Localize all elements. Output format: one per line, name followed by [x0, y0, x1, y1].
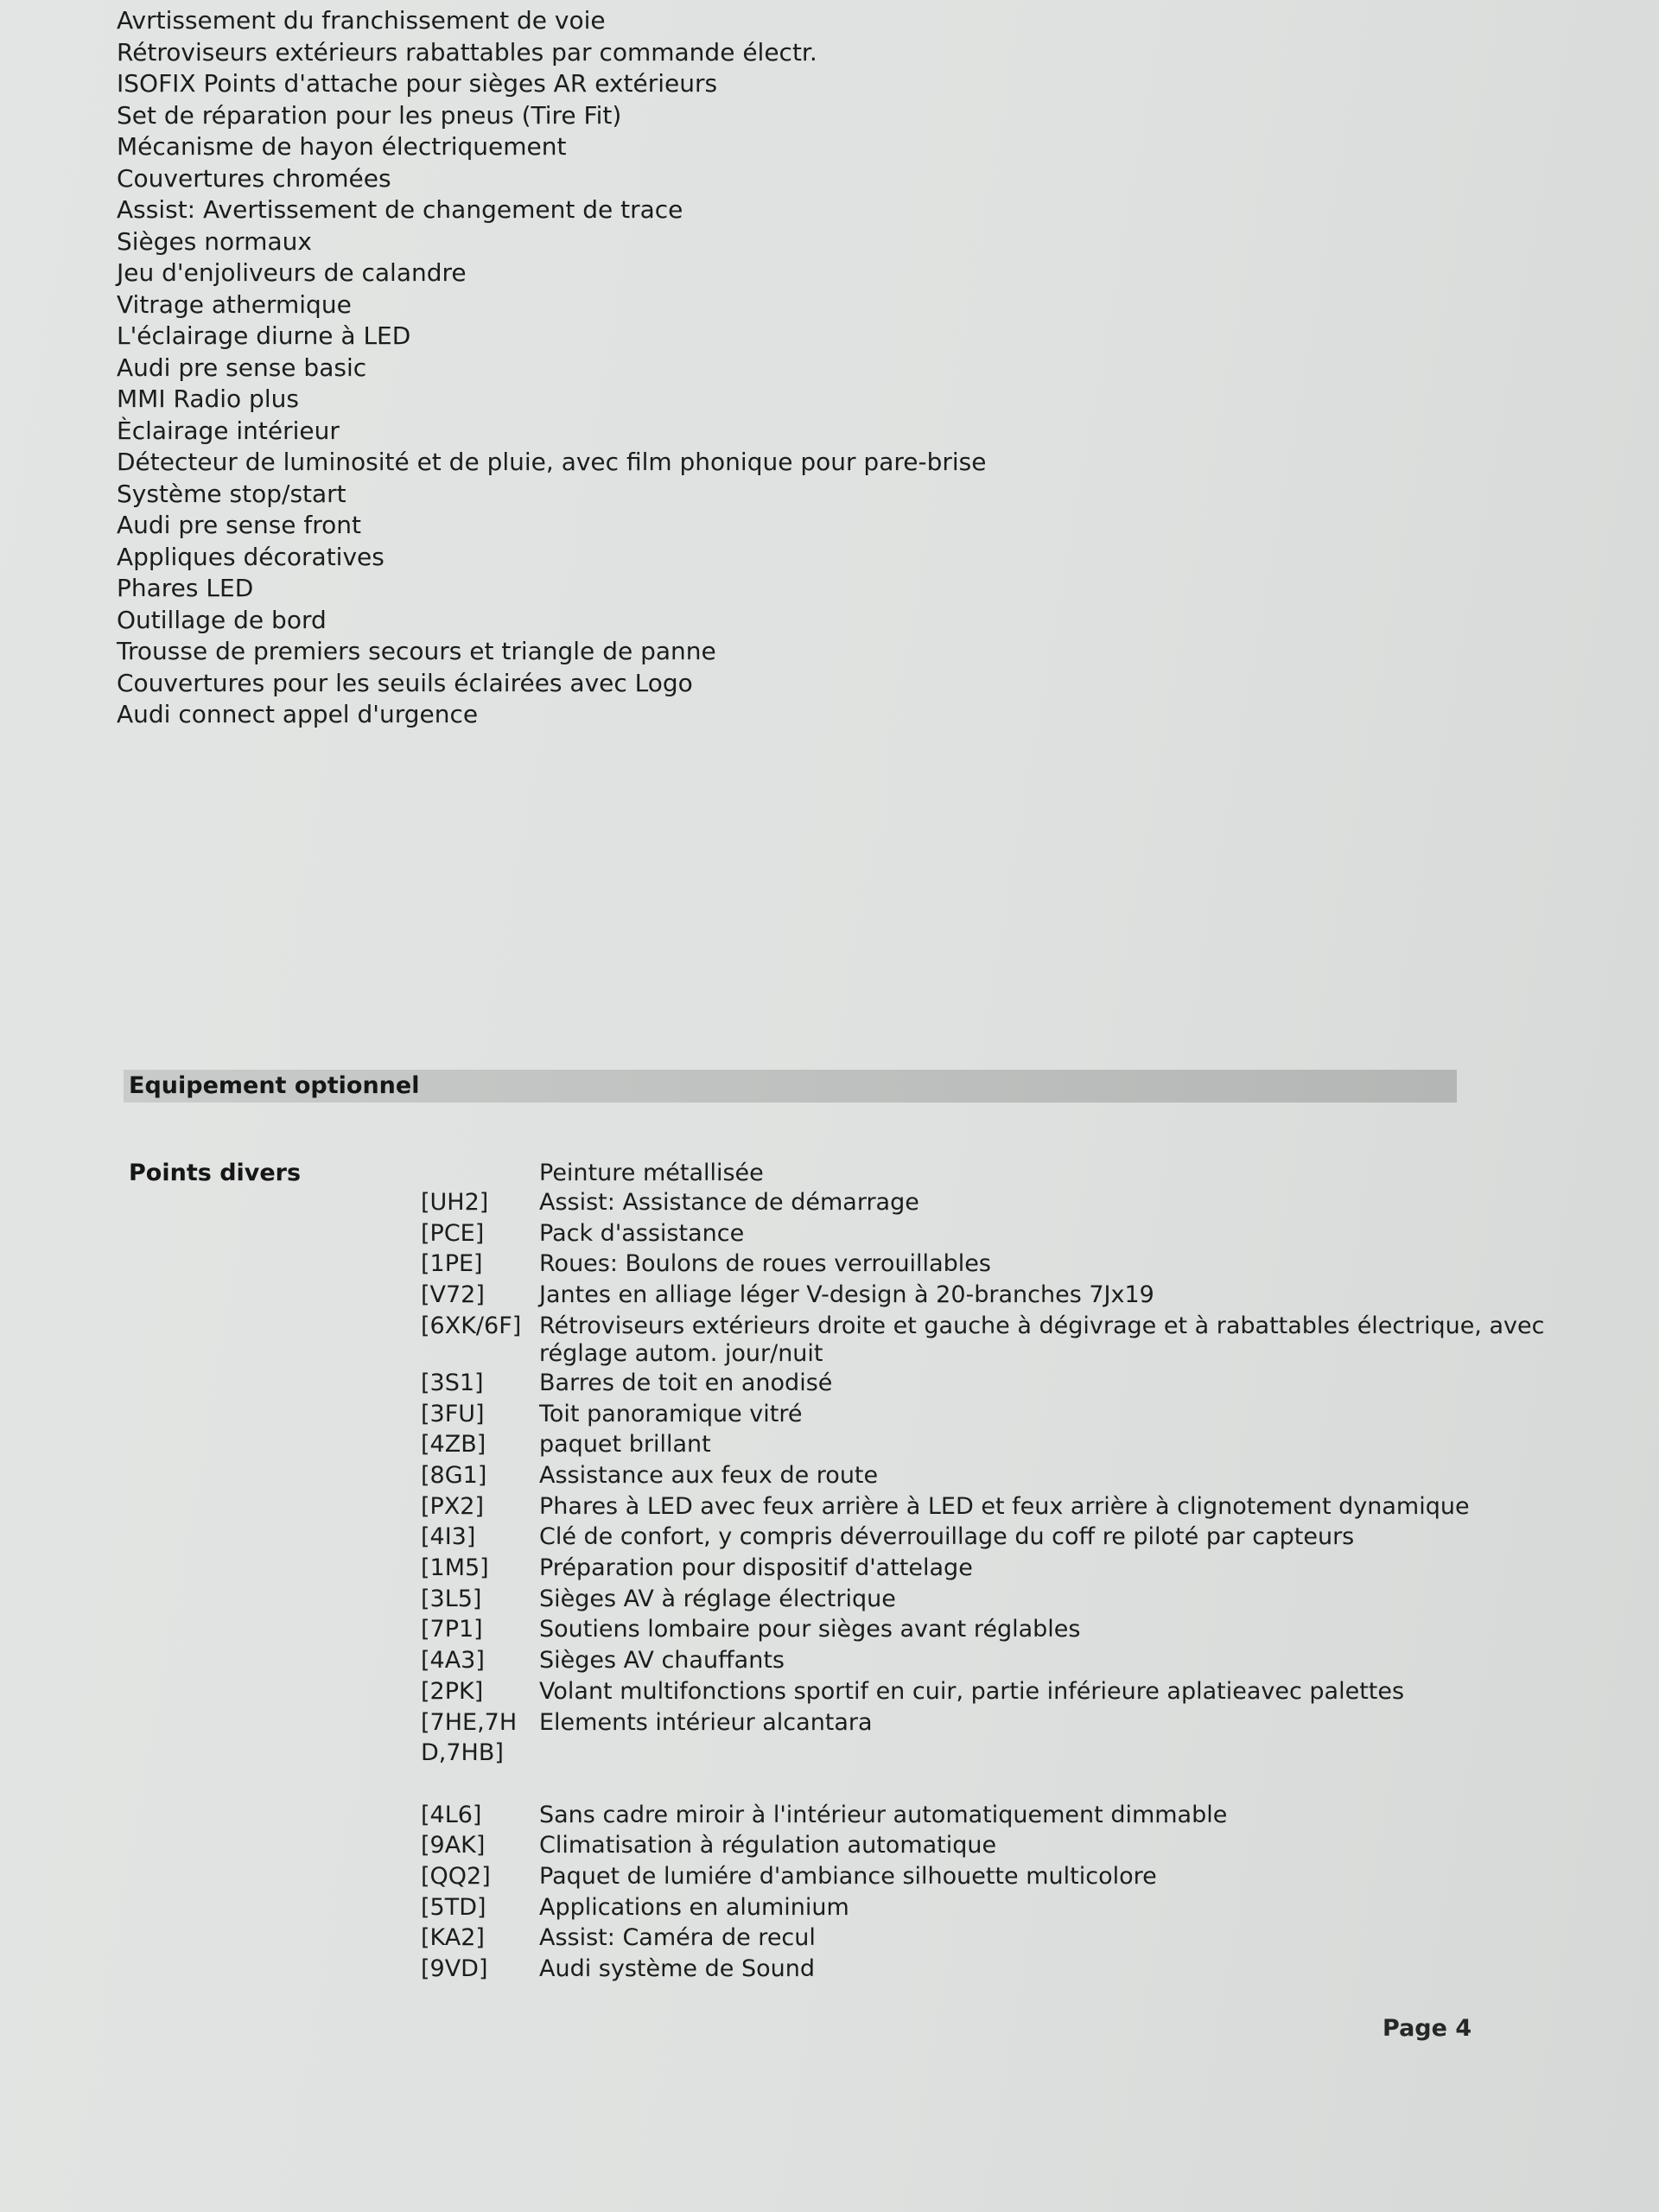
option-row [421, 1553, 1559, 1584]
option-code: [1M5] [421, 1554, 489, 1582]
list-item: Couvertures chromées [117, 163, 391, 193]
option-row [421, 1892, 1559, 1923]
option-row [421, 1614, 1559, 1645]
list-item: Audi pre sense basic [117, 353, 367, 382]
option-code: [4A3] [421, 1647, 485, 1675]
option-description: Climatisation à régulation automatique [539, 1832, 997, 1859]
list-item: Assist: Avertissement de changement de trace [117, 195, 683, 224]
option-code: [7HE,7HD,7HB] [421, 1708, 518, 1767]
option-row [421, 1218, 1559, 1249]
option-description: Pack d'assistance [539, 1219, 745, 1247]
list-item: Trousse de premiers secours et triangle de panne [117, 637, 716, 665]
list-item: Vitrage athermique [117, 289, 352, 319]
standard-equipment-list [117, 5, 986, 731]
list-item: Système stop/start [117, 479, 346, 508]
list-item: Audi connect appel d'urgence [117, 700, 479, 728]
option-row [421, 1800, 1559, 1831]
option-description: Volant multifonctions sportif en cuir, partie inférieure aplatieavec palettes [539, 1677, 1405, 1705]
option-row [421, 1368, 1559, 1399]
option-description: Peinture métallisée [539, 1160, 764, 1186]
option-description: Barres de toit en anodisé [539, 1369, 833, 1396]
option-row [421, 1460, 1559, 1491]
section-title: Equipement optionnel [129, 1072, 420, 1099]
option-description: Sièges AV à réglage électrique [539, 1585, 896, 1612]
option-code: [QQ2] [421, 1863, 491, 1891]
option-row [421, 1399, 1559, 1430]
option-row [421, 1830, 1559, 1861]
option-row [421, 1584, 1559, 1615]
option-code: [1PE] [421, 1250, 483, 1278]
option-code: [3L5] [421, 1585, 482, 1612]
option-code: [4ZB] [421, 1431, 486, 1459]
option-row [421, 1491, 1559, 1522]
option-row [421, 1187, 1559, 1218]
list-item: Couvertures pour les seuils éclairées avec Logo [117, 668, 693, 697]
option-row [421, 1280, 1559, 1311]
option-row [421, 1429, 1559, 1460]
category-label: Points divers [129, 1160, 302, 1186]
optional-equipment-list [421, 1158, 1559, 1985]
option-description: Phares à LED avec feux arrière à LED et feux arrière à clignotement dynamique [539, 1492, 1470, 1520]
option-code: [UH2] [421, 1189, 489, 1216]
option-row [421, 1676, 1559, 1707]
option-row [421, 1249, 1559, 1280]
option-description: Audi système de Sound [539, 1955, 815, 1983]
option-description: Préparation pour dispositif d'attelage [539, 1554, 973, 1582]
option-description: paquet brillant [539, 1431, 711, 1459]
list-item: ISOFIX Points d'attache pour sièges AR extérieurs [117, 69, 718, 98]
option-code: [6XK/6F] [421, 1312, 522, 1339]
list-item: Avrtissement du franchissement de voie [117, 6, 606, 35]
option-description: Assist: Caméra de recul [539, 1924, 816, 1952]
list-item: Outillage de bord [117, 605, 327, 634]
option-code: [8G1] [421, 1461, 487, 1489]
list-item: Set de réparation pour les pneus (Tire Fit) [117, 100, 622, 130]
list-item: MMI Radio plus [117, 385, 299, 413]
option-code: [V72] [421, 1281, 485, 1309]
option-description: Toit panoramique vitré [539, 1400, 803, 1427]
option-code: [5TD] [421, 1893, 486, 1921]
option-row [421, 1954, 1559, 1985]
option-code: [4L6] [421, 1801, 482, 1828]
option-description: Sièges AV chauffants [539, 1647, 785, 1675]
list-item: Phares LED [117, 574, 254, 602]
option-row [421, 1311, 1559, 1368]
option-row [421, 1158, 1559, 1187]
option-code: [PCE] [421, 1219, 485, 1247]
option-description: Roues: Boulons de roues verrouillables [539, 1250, 991, 1278]
option-description: Elements intérieur alcantara [539, 1708, 873, 1736]
list-item: Appliques décoratives [117, 542, 385, 571]
page-number: Page 4 [1382, 2015, 1472, 2042]
option-code: [KA2] [421, 1924, 485, 1952]
option-description: Applications en aluminium [539, 1893, 849, 1921]
option-description: Paquet de lumiére d'ambiance silhouette multicolore [539, 1863, 1157, 1891]
option-description: Sans cadre miroir à l'intérieur automatiquement dimmable [539, 1801, 1228, 1828]
option-code: [9VD] [421, 1955, 488, 1983]
list-item: L'éclairage diurne à LED [117, 321, 411, 350]
option-code: [3S1] [421, 1369, 484, 1396]
option-code: [3FU] [421, 1400, 485, 1427]
option-description: Clé de confort, y compris déverrouillage du coff re piloté par capteurs [539, 1523, 1355, 1551]
list-item: Détecteur de luminosité et de pluie, avec film phonique pour pare-brise [117, 448, 987, 476]
option-row [421, 1645, 1559, 1676]
option-code: [9AK] [421, 1832, 486, 1859]
list-item: Audi pre sense front [117, 511, 362, 539]
option-row [421, 1861, 1559, 1892]
option-code: [2PK] [421, 1677, 484, 1705]
option-description: Rétroviseurs extérieurs droite et gauche à dégivrage et à rabattables électrique, avec réglage autom. jour/nuit [539, 1312, 1545, 1367]
option-description: Assistance aux feux de route [539, 1461, 879, 1489]
list-item: Èclairage intérieur [117, 416, 340, 445]
list-spacer [421, 1769, 1559, 1800]
list-item: Sièges normaux [117, 226, 312, 256]
list-item: Rétroviseurs extérieurs rabattables par commande électr. [117, 37, 817, 67]
option-row [421, 1923, 1559, 1954]
option-code: [PX2] [421, 1492, 485, 1520]
option-code: [4I3] [421, 1523, 476, 1551]
option-description: Assist: Assistance de démarrage [539, 1189, 919, 1216]
option-description: Soutiens lombaire pour sièges avant réglables [539, 1616, 1081, 1643]
option-row [421, 1707, 1559, 1769]
section-header-bar [124, 1070, 1457, 1103]
list-item: Mécanisme de hayon électriquement [117, 132, 567, 161]
option-row [421, 1522, 1559, 1553]
option-description: Jantes en alliage léger V-design à 20-branches 7Jx19 [539, 1281, 1154, 1309]
list-item: Jeu d'enjoliveurs de calandre [117, 258, 467, 287]
option-code: [7P1] [421, 1616, 483, 1643]
